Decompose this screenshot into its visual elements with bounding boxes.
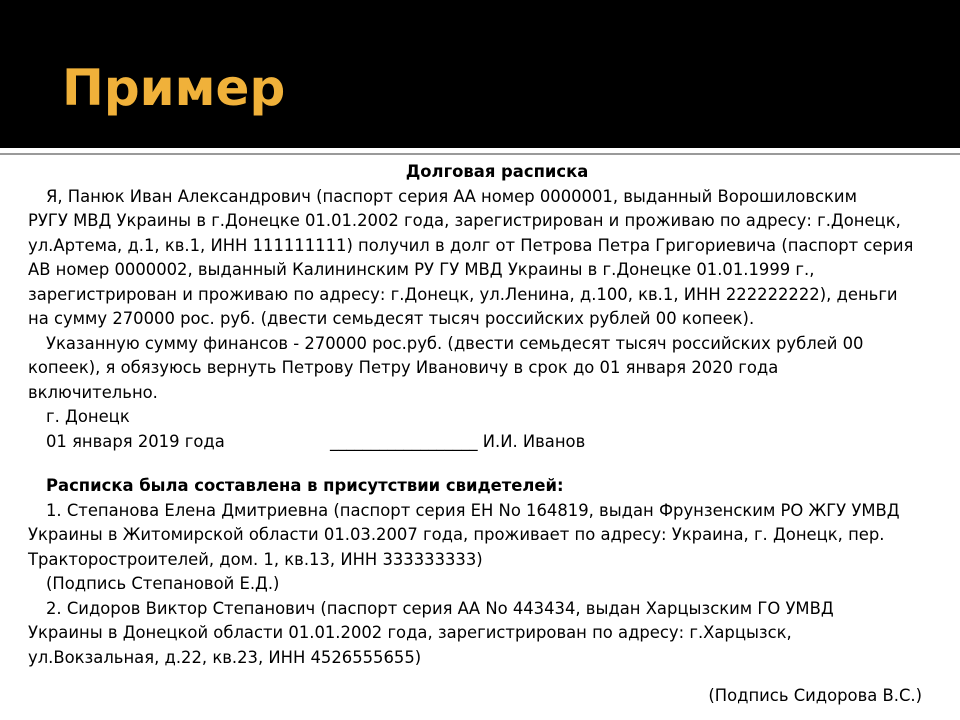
witness-2-line-2: Украины в Донецкой области 01.01.2002 года, зарегистрирован по адресу: г.Харцызск,: [28, 623, 792, 642]
receipt-document: [28, 160, 938, 709]
paragraph-2-line-2: копеек), я обязуюсь вернуть Петрову Петру Ивановичу в срок до 01 января 2020 года: [28, 358, 779, 377]
slide-header: [0, 0, 960, 148]
witness-1-signature: (Подпись Степановой Е.Д.): [46, 574, 280, 593]
debtor-signature: __________________ И.И. Иванов: [330, 431, 586, 451]
paragraph-1-line-2: РУГУ МВД Украины в г.Донецке 01.01.2002 года, зарегистрирован и проживаю по адресу: г.Донецк,: [28, 211, 901, 230]
paragraph-1-line-3: ул.Артема, д.1, кв.1, ИНН 111111111) получил в долг от Петрова Петра Григориевича (паспорт серия: [28, 235, 914, 255]
witness-2-line-3: ул.Вокзальная, д.22, кв.23, ИНН 4526555655): [28, 647, 422, 667]
witness-2-signature: (Подпись Сидорова В.С.): [708, 686, 922, 705]
paragraph-2-line-3: включительно.: [28, 382, 158, 402]
witnesses-heading: Расписка была составлена в присутствии свидетелей:: [46, 476, 564, 495]
city-line: г. Донецк: [46, 407, 130, 426]
date-signature-row: [28, 430, 938, 455]
witness-2-line-1: 2. Сидоров Виктор Степанович (паспорт серия АА No 443434, выдан Харцызским ГО УМВД: [46, 598, 834, 618]
paragraph-1-line-1: Я, Панюк Иван Александрович (паспорт серия АА номер 0000001, выданный Ворошиловским: [46, 186, 857, 206]
paragraph-1-line-4: АВ номер 0000002, выданный Калининским РУ ГУ МВД Украины в г.Донецке 01.01.1999 г.,: [28, 260, 815, 279]
witness-1-line-2: Украины в Житомирской области 01.03.2007 года, проживает по адресу: Украина, г. Донецк, пер.: [28, 525, 885, 544]
section-spacer: [28, 454, 938, 474]
slide-title: Пример: [62, 59, 286, 117]
witness-1-line-3: Тракторостроителей, дом. 1, кв.13, ИНН 333333333): [28, 549, 483, 569]
paragraph-1-line-6: на сумму 270000 рос. руб. (двести семьдесят тысяч российских рублей 00 копеек).: [28, 309, 755, 328]
witness-1-line-1: 1. Степанова Елена Дмитриевна (паспорт серия ЕН No 164819, выдан Фрунзенским РО ЖГУ УМВД: [46, 500, 900, 520]
paragraph-1-line-5: зарегистрирован и проживаю по адресу: г.Донецк, ул.Ленина, д.100, кв.1, ИНН 222222222), деньги: [28, 284, 898, 304]
document-title: Долговая расписка: [405, 162, 589, 181]
document-date: 01 января 2019 года: [46, 431, 225, 451]
header-divider: [0, 153, 960, 155]
paragraph-2-line-1: Указанную сумму финансов - 270000 рос.руб. (двести семьдесят тысяч российских рублей 00: [46, 333, 864, 353]
